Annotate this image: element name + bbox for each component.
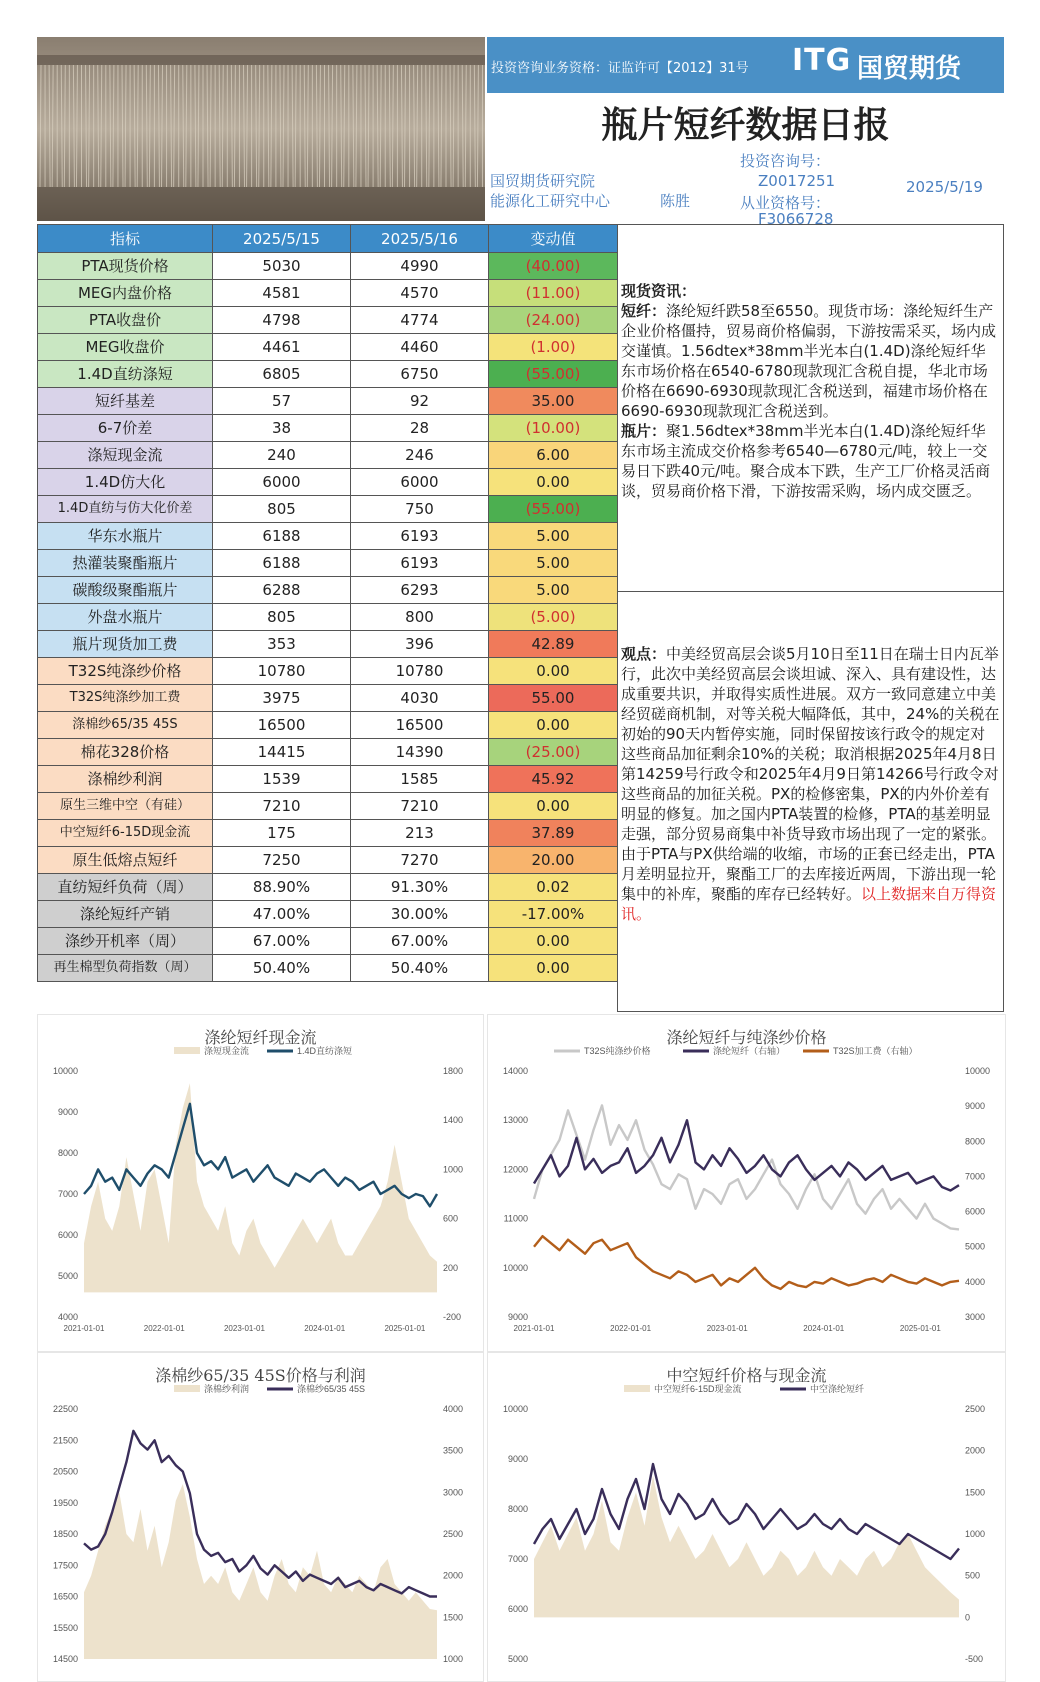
row-change: 35.00 xyxy=(489,388,618,415)
y-left-tick: 15500 xyxy=(52,1622,78,1633)
series-area xyxy=(534,1476,959,1618)
row-value-0516: 396 xyxy=(351,631,489,658)
y-right-tick: 4000 xyxy=(443,1404,464,1414)
row-value-0516: 16500 xyxy=(351,712,489,739)
row-value-0515: 6805 xyxy=(213,361,351,388)
col-header-date1: 2025/5/15 xyxy=(213,225,351,253)
svg-text:中空涤纶短纤: 中空涤纶短纤 xyxy=(810,1384,865,1394)
y-right-tick: 1000 xyxy=(965,1529,986,1539)
row-change: (40.00) xyxy=(489,253,618,280)
y-left-tick: 10000 xyxy=(52,1066,78,1076)
itg-logo: ITG xyxy=(792,43,852,78)
row-value-0515: 1539 xyxy=(213,766,351,793)
row-name: T32S纯涤纱价格 xyxy=(38,658,213,685)
row-name: 热灌装聚酯瓶片 xyxy=(38,550,213,577)
news-pp-text: 聚1.56dtex*38mm半光本白(1.4D)涤纶短纤华东市场主流成交价格参考6540—6780元/吨，较上一交易日下跌40元/吨。聚合成本下跌，生产工厂价格灵活商谈，贸易商价格下滑，下游按需采购，场内成交匮乏。 xyxy=(621,422,991,500)
table-row xyxy=(38,685,618,712)
y-left-tick: 4000 xyxy=(57,1312,78,1322)
row-value-0516: 213 xyxy=(351,820,489,847)
row-name: 涤纶短纤产销 xyxy=(38,901,213,928)
row-value-0515: 240 xyxy=(213,442,351,469)
svg-text:中空短纤6-15D现金流: 中空短纤6-15D现金流 xyxy=(654,1384,742,1394)
series-line xyxy=(84,1104,437,1207)
chart-title: 中空短纤价格与现金流 xyxy=(666,1366,827,1385)
y-right-tick: 5000 xyxy=(965,1241,986,1252)
row-change: 5.00 xyxy=(489,550,618,577)
series-area xyxy=(84,1083,437,1292)
view-label: 观点： xyxy=(621,645,667,663)
row-value-0515: 47.00% xyxy=(213,901,351,928)
row-change: -17.00% xyxy=(489,901,618,928)
report-title: 瓶片短纤数据日报 xyxy=(601,104,890,146)
row-change: (10.00) xyxy=(489,415,618,442)
row-value-0516: 7270 xyxy=(351,847,489,874)
y-left-tick: 9000 xyxy=(507,1454,528,1464)
y-right-tick: 1500 xyxy=(443,1612,464,1623)
row-name: 直纺短纤负荷（周） xyxy=(38,874,213,901)
chart-svg xyxy=(488,1015,1005,1351)
analyst-name: 陈胜 xyxy=(660,192,691,210)
row-change: (25.00) xyxy=(489,739,618,766)
y-right-tick: 600 xyxy=(443,1213,459,1224)
row-value-0516: 6000 xyxy=(351,469,489,496)
table-row xyxy=(38,307,618,334)
y-right-tick: 2500 xyxy=(965,1404,986,1414)
y-left-tick: 22500 xyxy=(52,1404,78,1414)
row-value-0516: 800 xyxy=(351,604,489,631)
table-row xyxy=(38,388,618,415)
row-name: 1.4D仿大化 xyxy=(38,469,213,496)
row-change: 0.00 xyxy=(489,928,618,955)
row-value-0516: 30.00% xyxy=(351,901,489,928)
table-row xyxy=(38,955,618,982)
row-value-0516: 4990 xyxy=(351,253,489,280)
y-right-tick: 8000 xyxy=(965,1136,986,1147)
row-value-0516: 6193 xyxy=(351,523,489,550)
series-line xyxy=(534,1120,959,1190)
row-name: MEG内盘价格 xyxy=(38,280,213,307)
row-change: 0.02 xyxy=(489,874,618,901)
chart-hollow-fiber xyxy=(487,1352,1006,1682)
y-left-tick: 10000 xyxy=(502,1404,528,1414)
x-tick: 2021-01-01 xyxy=(513,1324,555,1333)
row-name: 外盘水瓶片 xyxy=(38,604,213,631)
y-left-tick: 14500 xyxy=(52,1654,78,1664)
svg-text:涤棉纱65/35 45S: 涤棉纱65/35 45S xyxy=(297,1384,366,1394)
svg-text:涤棉纱利润: 涤棉纱利润 xyxy=(204,1384,250,1394)
row-value-0516: 4774 xyxy=(351,307,489,334)
news-sf-label: 短纤： xyxy=(621,302,667,320)
y-right-tick: 1800 xyxy=(443,1066,464,1076)
table-row xyxy=(38,820,618,847)
row-value-0516: 14390 xyxy=(351,739,489,766)
row-change: (5.00) xyxy=(489,604,618,631)
row-name: 涤纱开机率（周） xyxy=(38,928,213,955)
row-change: 0.00 xyxy=(489,955,618,982)
row-value-0516: 750 xyxy=(351,496,489,523)
y-left-tick: 14000 xyxy=(502,1066,528,1076)
institute: 国贸期货研究院 xyxy=(490,172,596,190)
table-row xyxy=(38,334,618,361)
table-row xyxy=(38,361,618,388)
row-value-0516: 1585 xyxy=(351,766,489,793)
row-change: 0.00 xyxy=(489,469,618,496)
y-right-tick: 3500 xyxy=(443,1445,464,1456)
row-name: 涤棉纱利润 xyxy=(38,766,213,793)
y-right-tick: 1400 xyxy=(443,1115,464,1126)
chart-title: 涤纶短纤与纯涤纱价格 xyxy=(666,1028,827,1047)
table-row xyxy=(38,415,618,442)
x-tick: 2023-01-01 xyxy=(706,1324,748,1333)
y-left-tick: 6000 xyxy=(57,1230,78,1240)
y-left-tick: 20500 xyxy=(52,1466,78,1477)
row-change: (11.00) xyxy=(489,280,618,307)
series-line xyxy=(534,1236,959,1289)
y-right-tick: 10000 xyxy=(965,1066,991,1076)
x-tick: 2025-01-01 xyxy=(384,1324,426,1333)
y-left-tick: 19500 xyxy=(52,1497,78,1508)
y-right-tick: 2000 xyxy=(443,1570,464,1581)
row-change: 5.00 xyxy=(489,577,618,604)
view-panel xyxy=(617,591,1004,1012)
row-name: MEG收盘价 xyxy=(38,334,213,361)
row-value-0515: 4461 xyxy=(213,334,351,361)
y-right-tick: 3000 xyxy=(965,1312,986,1322)
y-left-tick: 11000 xyxy=(503,1213,528,1224)
table-row xyxy=(38,577,618,604)
row-name: 短纤基差 xyxy=(38,388,213,415)
x-tick: 2024-01-01 xyxy=(803,1324,845,1333)
table-row xyxy=(38,793,618,820)
x-tick: 2025-01-01 xyxy=(899,1324,941,1333)
chart-psf-cashflow xyxy=(37,1014,484,1352)
y-left-tick: 7000 xyxy=(57,1189,78,1199)
y-left-tick: 17500 xyxy=(52,1560,78,1571)
row-change: 0.00 xyxy=(489,712,618,739)
row-name: 1.4D直纺涤短 xyxy=(38,361,213,388)
table-row xyxy=(38,469,618,496)
row-name: 再生棉型负荷指数（周） xyxy=(38,955,213,982)
svg-text:T32S纯涤纱价格: T32S纯涤纱价格 xyxy=(584,1046,651,1056)
col-header-date2: 2025/5/16 xyxy=(351,225,489,253)
row-name: PTA现货价格 xyxy=(38,253,213,280)
row-value-0516: 6293 xyxy=(351,577,489,604)
y-right-tick: -500 xyxy=(965,1654,984,1664)
row-value-0515: 4581 xyxy=(213,280,351,307)
y-left-tick: 8000 xyxy=(507,1504,528,1514)
y-right-tick: 1000 xyxy=(443,1164,464,1175)
row-value-0515: 5030 xyxy=(213,253,351,280)
qualification-text: 投资咨询业务资格：证监许可【2012】31号 xyxy=(491,61,749,76)
row-value-0516: 246 xyxy=(351,442,489,469)
row-value-0515: 353 xyxy=(213,631,351,658)
header-photo xyxy=(37,37,485,221)
table-row xyxy=(38,739,618,766)
chart-title: 涤纶短纤现金流 xyxy=(204,1028,317,1047)
col-header-indicator: 指标 xyxy=(38,225,213,253)
row-value-0516: 91.30% xyxy=(351,874,489,901)
table-row xyxy=(38,253,618,280)
table-row xyxy=(38,523,618,550)
row-value-0515: 6000 xyxy=(213,469,351,496)
y-right-tick: 2000 xyxy=(965,1445,986,1456)
y-left-tick: 5000 xyxy=(57,1271,78,1281)
y-right-tick: 7000 xyxy=(965,1171,986,1182)
y-left-tick: 9000 xyxy=(507,1312,528,1322)
row-value-0516: 4570 xyxy=(351,280,489,307)
row-value-0515: 805 xyxy=(213,604,351,631)
row-value-0516: 92 xyxy=(351,388,489,415)
y-left-tick: 18500 xyxy=(52,1529,78,1539)
row-name: 瓶片现货加工费 xyxy=(38,631,213,658)
y-right-tick: 500 xyxy=(965,1570,981,1581)
loom-image xyxy=(37,37,485,221)
x-tick: 2022-01-01 xyxy=(143,1324,185,1333)
row-change: 0.00 xyxy=(489,658,618,685)
row-value-0515: 805 xyxy=(213,496,351,523)
row-name: T32S纯涤纱加工费 xyxy=(38,685,213,712)
row-value-0515: 7250 xyxy=(213,847,351,874)
row-name: 原生三维中空（有硅） xyxy=(38,793,213,820)
y-left-tick: 5000 xyxy=(507,1654,528,1664)
row-change: (55.00) xyxy=(489,496,618,523)
x-tick: 2023-01-01 xyxy=(223,1324,265,1333)
table-row xyxy=(38,847,618,874)
row-value-0515: 4798 xyxy=(213,307,351,334)
row-name: 华东水瓶片 xyxy=(38,523,213,550)
row-change: 20.00 xyxy=(489,847,618,874)
table-row xyxy=(38,550,618,577)
row-change: 0.00 xyxy=(489,793,618,820)
y-left-tick: 7000 xyxy=(507,1554,528,1564)
row-value-0515: 7210 xyxy=(213,793,351,820)
row-name: 1.4D直纺与仿大化价差 xyxy=(38,496,213,523)
row-name: 涤棉纱65/35 45S xyxy=(38,712,213,739)
svg-text:涤短现金流: 涤短现金流 xyxy=(204,1046,250,1056)
row-change: 5.00 xyxy=(489,523,618,550)
row-value-0515: 57 xyxy=(213,388,351,415)
row-value-0515: 16500 xyxy=(213,712,351,739)
y-right-tick: 2500 xyxy=(443,1529,464,1539)
company-logo-name: 国贸期货 xyxy=(857,54,962,84)
y-right-tick: 1500 xyxy=(965,1487,986,1498)
row-change: (24.00) xyxy=(489,307,618,334)
table-row xyxy=(38,901,618,928)
row-value-0516: 10780 xyxy=(351,658,489,685)
report-date: 2025/5/19 xyxy=(906,178,983,196)
row-change: 55.00 xyxy=(489,685,618,712)
row-change: (1.00) xyxy=(489,334,618,361)
row-value-0516: 67.00% xyxy=(351,928,489,955)
chart-svg xyxy=(38,1353,483,1681)
qual-number: F3066728 xyxy=(758,210,834,224)
y-right-tick: 0 xyxy=(965,1612,971,1623)
y-right-tick: 9000 xyxy=(965,1101,986,1112)
x-tick: 2024-01-01 xyxy=(304,1324,346,1333)
col-header-change: 变动值 xyxy=(489,225,618,253)
row-value-0516: 7210 xyxy=(351,793,489,820)
chart-psf-yarn-price xyxy=(487,1014,1006,1352)
qual-label: 从业资格号： xyxy=(740,194,831,212)
row-value-0515: 50.40% xyxy=(213,955,351,982)
row-value-0516: 28 xyxy=(351,415,489,442)
news-pp-label: 瓶片： xyxy=(621,422,667,440)
view-text: 中美经贸高层会谈5月10日至11日在瑞士日内瓦举行，此次中美经贸高层会谈坦诚、深入、具有建设性，达成重要共识，并取得实质性进展。双方一致同意建立中美经贸磋商机制，对等关税大幅降低，其中，24%的关税在初始的90天内暂停实施，同时保留按该行政令的规定对这些商品加征剩余10%的关税；取消根据2025年4月8日第14259号行政令和2025年4月9日第14266号行政令对这些商品的加征关税。PX的检修密集，PX的内外价差有明显的修复。加之国内PTA装置的检修，PTA的基差明显走强，部分贸易商集中补货导致市场出现了一定的紧张。由于PTA与PX供给端的收缩，市场的正套已经走出，PTA月差明显拉开，聚酯工厂的去库接近两周，下游出现一轮集中的补库，聚酯的库存已经转好。 xyxy=(621,645,1000,903)
row-name: 棉花328价格 xyxy=(38,739,213,766)
y-right-tick: 3000 xyxy=(443,1487,464,1498)
row-value-0515: 88.90% xyxy=(213,874,351,901)
table-row xyxy=(38,496,618,523)
y-left-tick: 10000 xyxy=(502,1262,528,1273)
row-value-0515: 175 xyxy=(213,820,351,847)
y-right-tick: 6000 xyxy=(965,1206,986,1217)
chart-svg xyxy=(38,1015,483,1351)
y-left-tick: 8000 xyxy=(57,1148,78,1158)
table-row xyxy=(38,280,618,307)
news-panel xyxy=(617,224,1004,592)
y-left-tick: 21500 xyxy=(52,1435,78,1446)
y-left-tick: 9000 xyxy=(57,1107,78,1117)
table-row xyxy=(38,712,618,739)
consult-label: 投资咨询号： xyxy=(740,152,831,170)
row-name: 碳酸级聚酯瓶片 xyxy=(38,577,213,604)
row-change: 37.89 xyxy=(489,820,618,847)
row-name: 原生低熔点短纤 xyxy=(38,847,213,874)
table-row xyxy=(38,766,618,793)
row-value-0515: 10780 xyxy=(213,658,351,685)
row-value-0515: 6188 xyxy=(213,523,351,550)
y-left-tick: 12000 xyxy=(502,1164,528,1175)
series-area xyxy=(84,1484,437,1659)
y-right-tick: 4000 xyxy=(965,1276,986,1287)
news-heading: 现货资讯： xyxy=(621,282,697,300)
row-value-0515: 67.00% xyxy=(213,928,351,955)
y-right-tick: -200 xyxy=(443,1312,462,1322)
svg-text:T32S加工费（右轴）: T32S加工费（右轴） xyxy=(833,1046,918,1056)
row-value-0515: 38 xyxy=(213,415,351,442)
x-tick: 2021-01-01 xyxy=(63,1324,105,1333)
row-name: 涤短现金流 xyxy=(38,442,213,469)
row-change: 42.89 xyxy=(489,631,618,658)
y-right-tick: 200 xyxy=(443,1262,459,1273)
table-row xyxy=(38,928,618,955)
chart-svg xyxy=(488,1353,1005,1681)
row-name: 中空短纤6-15D现金流 xyxy=(38,820,213,847)
y-left-tick: 16500 xyxy=(52,1591,78,1602)
row-value-0516: 4030 xyxy=(351,685,489,712)
data-table xyxy=(37,224,618,982)
row-value-0515: 3975 xyxy=(213,685,351,712)
row-value-0515: 14415 xyxy=(213,739,351,766)
y-left-tick: 6000 xyxy=(507,1604,528,1614)
x-tick: 2022-01-01 xyxy=(610,1324,652,1333)
row-change: (55.00) xyxy=(489,361,618,388)
row-change: 45.92 xyxy=(489,766,618,793)
row-name: PTA收盘价 xyxy=(38,307,213,334)
table-row xyxy=(38,874,618,901)
y-left-tick: 13000 xyxy=(502,1115,528,1126)
row-value-0516: 6193 xyxy=(351,550,489,577)
row-value-0516: 4460 xyxy=(351,334,489,361)
research-center: 能源化工研究中心 xyxy=(490,192,611,210)
svg-text:1.4D直纺涤短: 1.4D直纺涤短 xyxy=(297,1046,353,1056)
row-value-0515: 6188 xyxy=(213,550,351,577)
row-value-0516: 6750 xyxy=(351,361,489,388)
table-row xyxy=(38,631,618,658)
table-row xyxy=(38,658,618,685)
view-source: 以上数据来自万得资讯。 xyxy=(621,885,997,923)
chart-title: 涤棉纱65/35 45S价格与利润 xyxy=(155,1366,366,1385)
y-right-tick: 1000 xyxy=(443,1654,464,1664)
chart-tc-yarn xyxy=(37,1352,484,1682)
table-row xyxy=(38,604,618,631)
header-banner xyxy=(487,37,1004,93)
row-value-0515: 6288 xyxy=(213,577,351,604)
news-sf-text: 涤纶短纤跌58至6550。现货市场：涤纶短纤生产企业价格僵持，贸易商价格偏弱，下游按需采买，场内成交谨慎。1.56dtex*38mm半光本白(1.4D)涤纶短纤华东市场价格在6540-6780现款现汇含税自提，华北市场价格在6690-6930现款现汇含税送到，福建市场价格在6690-6930现款现汇含税送到。 xyxy=(621,302,997,420)
svg-text:涤纶短纤（右轴）: 涤纶短纤（右轴） xyxy=(713,1046,786,1056)
table-row xyxy=(38,442,618,469)
table-header-row xyxy=(38,225,618,253)
row-value-0516: 50.40% xyxy=(351,955,489,982)
consult-number: Z0017251 xyxy=(758,172,836,190)
row-change: 6.00 xyxy=(489,442,618,469)
row-name: 6-7价差 xyxy=(38,415,213,442)
